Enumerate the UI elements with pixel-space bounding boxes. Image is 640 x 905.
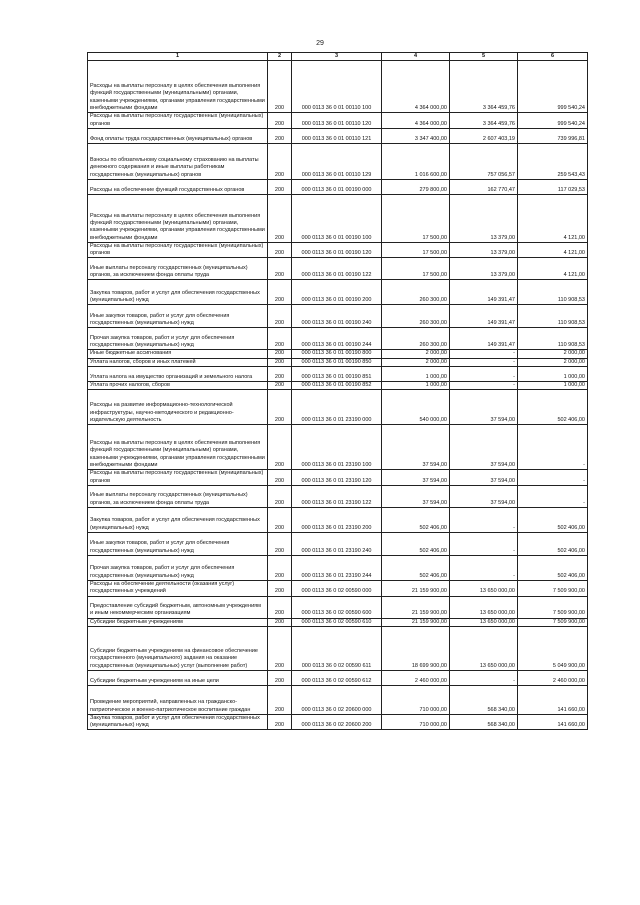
row-executed-amount: - <box>450 350 518 358</box>
row-approved-amount: 260 300,00 <box>382 328 450 350</box>
row-classification-code: 000 0113 36 0 01 00190 850 <box>292 358 382 366</box>
table-row <box>88 350 588 358</box>
row-approved-amount: 710 000,00 <box>382 714 450 730</box>
row-name: Фонд оплаты труда государственных (муниципальных) органов <box>88 128 268 143</box>
table-row <box>88 485 588 507</box>
header-col-5: 5 <box>450 53 518 61</box>
row-ved-code: 200 <box>268 194 292 242</box>
row-unexecuted-amount: 1 000,00 <box>518 367 588 382</box>
row-classification-code: 000 0113 36 0 01 23190 244 <box>292 555 382 580</box>
row-approved-amount: 502 406,00 <box>382 532 450 555</box>
row-classification-code: 000 0113 36 0 01 23190 000 <box>292 390 382 425</box>
row-unexecuted-amount: 110 908,53 <box>518 280 588 305</box>
row-ved-code: 200 <box>268 128 292 143</box>
row-classification-code: 000 0113 36 0 02 20600 200 <box>292 714 382 730</box>
row-approved-amount: 260 300,00 <box>382 305 450 328</box>
header-col-4: 4 <box>382 53 450 61</box>
row-name: Расходы на выплаты персоналу государственных (муниципальных) органов <box>88 113 268 129</box>
budget-execution-table <box>87 52 588 730</box>
row-approved-amount: 21 159 900,00 <box>382 580 450 596</box>
row-ved-code: 200 <box>268 367 292 382</box>
row-unexecuted-amount: - <box>518 485 588 507</box>
row-name: Расходы на обеспечение деятельности (оказания услуг) государственных учреждений <box>88 580 268 596</box>
row-classification-code: 000 0113 36 0 02 00590 612 <box>292 670 382 685</box>
row-approved-amount: 2 000,00 <box>382 350 450 358</box>
row-classification-code: 000 0113 36 0 01 00110 121 <box>292 128 382 143</box>
row-approved-amount: 17 500,00 <box>382 242 450 258</box>
row-ved-code: 200 <box>268 382 292 390</box>
header-col-1: 1 <box>88 53 268 61</box>
row-executed-amount: 13 650 000,00 <box>450 596 518 618</box>
row-ved-code: 200 <box>268 305 292 328</box>
row-classification-code: 000 0113 36 0 01 23190 120 <box>292 470 382 486</box>
row-executed-amount: 3 364 459,76 <box>450 113 518 129</box>
row-ved-code: 200 <box>268 485 292 507</box>
row-unexecuted-amount: 999 540,24 <box>518 61 588 113</box>
row-approved-amount: 4 364 000,00 <box>382 113 450 129</box>
row-ved-code: 200 <box>268 580 292 596</box>
row-ved-code: 200 <box>268 626 292 670</box>
row-approved-amount: 3 347 400,00 <box>382 128 450 143</box>
row-name: Расходы на выплаты персоналу государственных (муниципальных) органов <box>88 470 268 486</box>
row-unexecuted-amount: 141 660,00 <box>518 685 588 714</box>
column-number-header <box>88 53 588 61</box>
row-unexecuted-amount: 7 509 900,00 <box>518 596 588 618</box>
row-unexecuted-amount: 4 121,00 <box>518 242 588 258</box>
row-approved-amount: 18 699 900,00 <box>382 626 450 670</box>
row-ved-code: 200 <box>268 258 292 280</box>
row-name: Предоставление субсидий бюджетным, автономным учреждениям и иным некоммерческим организациям <box>88 596 268 618</box>
row-executed-amount: 162 770,47 <box>450 179 518 194</box>
row-name: Расходы на выплаты персоналу государственных (муниципальных) органов <box>88 242 268 258</box>
row-classification-code: 000 0113 36 0 01 00190 244 <box>292 328 382 350</box>
row-ved-code: 200 <box>268 179 292 194</box>
row-approved-amount: 21 159 900,00 <box>382 596 450 618</box>
row-unexecuted-amount: 4 121,00 <box>518 258 588 280</box>
table-row <box>88 714 588 730</box>
table-row <box>88 532 588 555</box>
row-classification-code: 000 0113 36 0 01 23190 240 <box>292 532 382 555</box>
row-approved-amount: 710 000,00 <box>382 685 450 714</box>
table-row <box>88 580 588 596</box>
row-executed-amount: 37 594,00 <box>450 470 518 486</box>
row-unexecuted-amount: 2 000,00 <box>518 358 588 366</box>
row-approved-amount: 540 000,00 <box>382 390 450 425</box>
row-approved-amount: 1 000,00 <box>382 367 450 382</box>
row-name: Закупка товаров, работ и услуг для обеспечения государственных (муниципальных) нужд <box>88 714 268 730</box>
row-unexecuted-amount: 2 000,00 <box>518 350 588 358</box>
row-executed-amount: 149 391,47 <box>450 305 518 328</box>
table-row <box>88 305 588 328</box>
table-row <box>88 470 588 486</box>
row-approved-amount: 1 016 600,00 <box>382 143 450 179</box>
row-unexecuted-amount: 502 406,00 <box>518 555 588 580</box>
row-executed-amount: 37 594,00 <box>450 425 518 470</box>
row-executed-amount: 2 607 403,19 <box>450 128 518 143</box>
row-name: Иные бюджетные ассигнования <box>88 350 268 358</box>
row-classification-code: 000 0113 36 0 02 00590 610 <box>292 618 382 626</box>
row-unexecuted-amount: 4 121,00 <box>518 194 588 242</box>
row-executed-amount: 3 364 459,76 <box>450 61 518 113</box>
row-name: Проведение мероприятий, направленных на гражданско-патриотическое и военно-патриотическое воспитание граждан <box>88 685 268 714</box>
table-row <box>88 113 588 129</box>
row-unexecuted-amount: 502 406,00 <box>518 532 588 555</box>
row-ved-code: 200 <box>268 714 292 730</box>
row-executed-amount: 13 650 000,00 <box>450 580 518 596</box>
row-unexecuted-amount: 502 406,00 <box>518 390 588 425</box>
row-ved-code: 200 <box>268 555 292 580</box>
table-row <box>88 555 588 580</box>
row-name: Иные выплаты персоналу государственных (муниципальных) органов, за исключением фонда оплаты труда <box>88 485 268 507</box>
table-row <box>88 179 588 194</box>
row-classification-code: 000 0113 36 0 01 00190 122 <box>292 258 382 280</box>
header-col-3: 3 <box>292 53 382 61</box>
row-classification-code: 000 0113 36 0 01 00190 800 <box>292 350 382 358</box>
header-col-2: 2 <box>268 53 292 61</box>
row-ved-code: 200 <box>268 61 292 113</box>
row-executed-amount: 13 379,00 <box>450 242 518 258</box>
row-ved-code: 200 <box>268 242 292 258</box>
row-name: Иные выплаты персоналу государственных (муниципальных) органов, за исключением фонда оплаты труда <box>88 258 268 280</box>
row-unexecuted-amount: - <box>518 470 588 486</box>
row-ved-code: 200 <box>268 532 292 555</box>
row-ved-code: 200 <box>268 685 292 714</box>
row-ved-code: 200 <box>268 358 292 366</box>
row-ved-code: 200 <box>268 507 292 532</box>
row-approved-amount: 2 460 000,00 <box>382 670 450 685</box>
row-ved-code: 200 <box>268 143 292 179</box>
row-unexecuted-amount: 117 029,53 <box>518 179 588 194</box>
row-name: Уплата прочих налогов, сборов <box>88 382 268 390</box>
table-row <box>88 61 588 113</box>
table-row <box>88 358 588 366</box>
row-executed-amount: 149 391,47 <box>450 280 518 305</box>
table-row <box>88 425 588 470</box>
row-executed-amount: 13 379,00 <box>450 258 518 280</box>
row-approved-amount: 502 406,00 <box>382 507 450 532</box>
table-row <box>88 670 588 685</box>
row-approved-amount: 17 500,00 <box>382 258 450 280</box>
header-col-6: 6 <box>518 53 588 61</box>
row-ved-code: 200 <box>268 350 292 358</box>
row-unexecuted-amount: 110 908,53 <box>518 305 588 328</box>
page-number: 29 <box>316 40 324 47</box>
row-approved-amount: 279 800,00 <box>382 179 450 194</box>
row-ved-code: 200 <box>268 425 292 470</box>
table-row <box>88 143 588 179</box>
row-ved-code: 200 <box>268 670 292 685</box>
row-executed-amount: - <box>450 670 518 685</box>
table-row <box>88 507 588 532</box>
row-name: Уплата налога на имущество организаций и земельного налога <box>88 367 268 382</box>
row-name: Расходы на выплаты персоналу в целях обеспечения выполнения функций государственными (муниципальными) органами, казенными учреждениями, органами управления государственными внебюджетными фондами <box>88 61 268 113</box>
row-name: Субсидии бюджетным учреждениям на финансовое обеспечение государственного (муниципального) задания на оказание государственных (муниципальных) услуг (выполнение работ) <box>88 626 268 670</box>
row-name: Субсидии бюджетным учреждениям <box>88 618 268 626</box>
row-executed-amount: - <box>450 382 518 390</box>
table-row <box>88 367 588 382</box>
row-classification-code: 000 0113 36 0 01 00190 200 <box>292 280 382 305</box>
row-approved-amount: 1 000,00 <box>382 382 450 390</box>
row-executed-amount: - <box>450 358 518 366</box>
table-row <box>88 128 588 143</box>
row-classification-code: 000 0113 36 0 01 00110 120 <box>292 113 382 129</box>
row-approved-amount: 37 594,00 <box>382 425 450 470</box>
row-name: Расходы на обеспечение функций государственных органов <box>88 179 268 194</box>
table-row <box>88 194 588 242</box>
row-executed-amount: 37 594,00 <box>450 390 518 425</box>
row-classification-code: 000 0113 36 0 01 00190 852 <box>292 382 382 390</box>
row-classification-code: 000 0113 36 0 02 00590 600 <box>292 596 382 618</box>
row-approved-amount: 37 594,00 <box>382 485 450 507</box>
table-row <box>88 258 588 280</box>
table-row <box>88 328 588 350</box>
row-name: Иные закупки товаров, работ и услуг для обеспечения государственных (муниципальных) нужд <box>88 305 268 328</box>
row-ved-code: 200 <box>268 470 292 486</box>
table-row <box>88 618 588 626</box>
row-ved-code: 200 <box>268 618 292 626</box>
row-unexecuted-amount: 7 509 900,00 <box>518 618 588 626</box>
row-classification-code: 000 0113 36 0 02 00590 611 <box>292 626 382 670</box>
row-name: Уплата налогов, сборов и иных платежей <box>88 358 268 366</box>
row-name: Взносы по обязательному социальному страхованию на выплаты денежного содержания и иные выплаты работникам государственных (муниципальных) органов <box>88 143 268 179</box>
row-name: Закупка товаров, работ и услуг для обеспечения государственных (муниципальных) нужд <box>88 280 268 305</box>
row-classification-code: 000 0113 36 0 01 00190 851 <box>292 367 382 382</box>
row-approved-amount: 2 000,00 <box>382 358 450 366</box>
row-executed-amount: - <box>450 367 518 382</box>
row-ved-code: 200 <box>268 596 292 618</box>
row-classification-code: 000 0113 36 0 01 23190 100 <box>292 425 382 470</box>
row-executed-amount: 568 340,00 <box>450 685 518 714</box>
row-executed-amount: 149 391,47 <box>450 328 518 350</box>
table-row <box>88 280 588 305</box>
row-name: Субсидии бюджетным учреждениям на иные цели <box>88 670 268 685</box>
row-executed-amount: - <box>450 507 518 532</box>
row-executed-amount: 13 650 000,00 <box>450 626 518 670</box>
table-row <box>88 626 588 670</box>
row-classification-code: 000 0113 36 0 01 00110 100 <box>292 61 382 113</box>
row-approved-amount: 37 594,00 <box>382 470 450 486</box>
table-row <box>88 382 588 390</box>
row-classification-code: 000 0113 36 0 01 00190 120 <box>292 242 382 258</box>
row-unexecuted-amount: 259 543,43 <box>518 143 588 179</box>
row-unexecuted-amount: 110 908,53 <box>518 328 588 350</box>
row-executed-amount: 13 650 000,00 <box>450 618 518 626</box>
row-unexecuted-amount: 7 509 900,00 <box>518 580 588 596</box>
row-classification-code: 000 0113 36 0 01 00190 240 <box>292 305 382 328</box>
row-ved-code: 200 <box>268 280 292 305</box>
row-executed-amount: 13 379,00 <box>450 194 518 242</box>
row-name: Прочая закупка товаров, работ и услуг для обеспечения государственных (муниципальных) нужд <box>88 555 268 580</box>
table-row <box>88 242 588 258</box>
row-unexecuted-amount: 5 049 900,00 <box>518 626 588 670</box>
row-ved-code: 200 <box>268 390 292 425</box>
row-unexecuted-amount: 502 406,00 <box>518 507 588 532</box>
row-classification-code: 000 0113 36 0 02 00590 000 <box>292 580 382 596</box>
row-approved-amount: 21 159 900,00 <box>382 618 450 626</box>
row-name: Расходы на выплаты персоналу в целях обеспечения выполнения функций государственными (муниципальными) органами, казенными учреждениями, органами управления государственными внебюджетными фондами <box>88 425 268 470</box>
row-executed-amount: 37 594,00 <box>450 485 518 507</box>
row-executed-amount: - <box>450 555 518 580</box>
row-name: Закупка товаров, работ и услуг для обеспечения государственных (муниципальных) нужд <box>88 507 268 532</box>
row-classification-code: 000 0113 36 0 01 00190 000 <box>292 179 382 194</box>
row-approved-amount: 502 406,00 <box>382 555 450 580</box>
row-name: Иные закупки товаров, работ и услуг для обеспечения государственных (муниципальных) нужд <box>88 532 268 555</box>
row-unexecuted-amount: - <box>518 425 588 470</box>
row-classification-code: 000 0113 36 0 01 00190 100 <box>292 194 382 242</box>
row-unexecuted-amount: 739 996,81 <box>518 128 588 143</box>
row-name: Прочая закупка товаров, работ и услуг для обеспечения государственных (муниципальных) нужд <box>88 328 268 350</box>
row-classification-code: 000 0113 36 0 01 23190 122 <box>292 485 382 507</box>
row-executed-amount: 568 340,00 <box>450 714 518 730</box>
row-unexecuted-amount: 999 540,24 <box>518 113 588 129</box>
row-name: Расходы на выплаты персоналу в целях обеспечения выполнения функций государственными (муниципальными) органами, казенными учреждениями, органами управления государственными внебюджетными фондами <box>88 194 268 242</box>
row-classification-code: 000 0113 36 0 02 20600 000 <box>292 685 382 714</box>
row-unexecuted-amount: 141 660,00 <box>518 714 588 730</box>
row-classification-code: 000 0113 36 0 01 23190 200 <box>292 507 382 532</box>
row-approved-amount: 260 300,00 <box>382 280 450 305</box>
table-row <box>88 390 588 425</box>
row-name: Расходы на развитие информационно-технологической инфраструктуры, научно-методического и редакционно-издательскую деятельность <box>88 390 268 425</box>
row-unexecuted-amount: 2 460 000,00 <box>518 670 588 685</box>
row-executed-amount: - <box>450 532 518 555</box>
row-executed-amount: 757 056,57 <box>450 143 518 179</box>
row-classification-code: 000 0113 36 0 01 00110 129 <box>292 143 382 179</box>
table-row <box>88 596 588 618</box>
row-approved-amount: 4 364 000,00 <box>382 61 450 113</box>
row-unexecuted-amount: 1 000,00 <box>518 382 588 390</box>
row-approved-amount: 17 500,00 <box>382 194 450 242</box>
row-ved-code: 200 <box>268 328 292 350</box>
row-ved-code: 200 <box>268 113 292 129</box>
table-row <box>88 685 588 714</box>
